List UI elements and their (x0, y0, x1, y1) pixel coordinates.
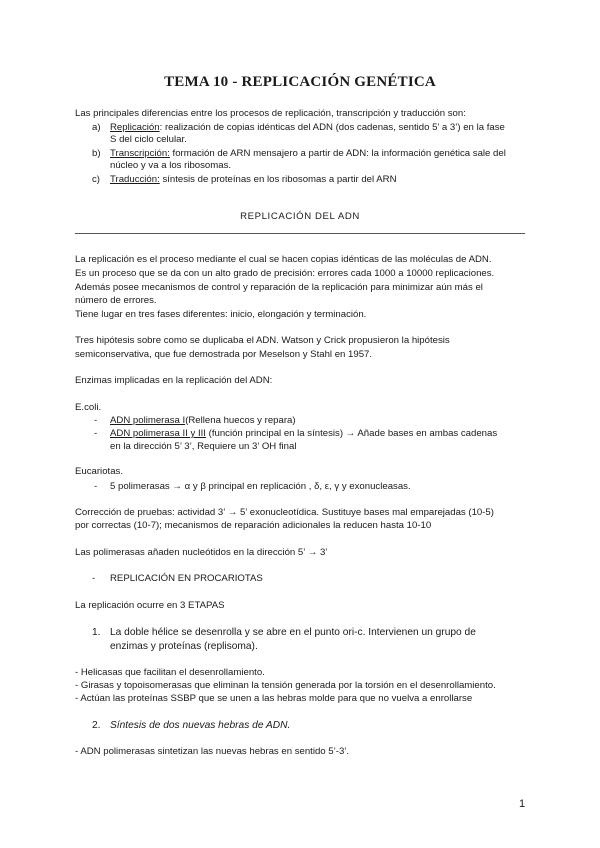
paragraph-line: Las polimerasas añaden nucleótidos en la dirección 5’ → 3’ (75, 547, 328, 558)
paragraph-line: Tres hipótesis sobre como se duplicaba el ADN. Watson y Crick propusieron la hipótesis (75, 335, 450, 346)
step-number: 2. (92, 720, 101, 731)
dash-marker: - (92, 573, 96, 584)
item-text: (Rellena huecos y repara) (185, 415, 296, 426)
page-number: 1 (519, 798, 526, 810)
prok-heading: REPLICACIÓN EN PROCARIOTAS (110, 573, 263, 584)
paragraph-line: Tiene lugar en tres fases diferentes: inicio, elongación y terminación. (75, 309, 367, 320)
step-text-cont: enzimas y proteínas (replisoma). (110, 641, 258, 652)
paragraph-line: Corrección de pruebas: actividad 3’ → 5’ exonucleotídica. Sustituye bases mal emparejadas (10-5) (75, 507, 494, 518)
intro-text: Las principales diferencias entre los procesos de replicación, transcripción y traducción son: (75, 108, 466, 119)
list-item: - ADN polimerasas sintetizan las nuevas hebras en sentido 5’-3’. (75, 746, 350, 757)
paragraph-line: Además posee mecanismos de control y reparación de la replicación para minimizar aún más el (75, 282, 483, 293)
paragraph-line: La replicación ocurre en 3 ETAPAS (75, 600, 225, 611)
step-text: Síntesis de dos nuevas hebras de ADN. (110, 720, 291, 731)
list-marker: c) (92, 174, 100, 185)
list-item: - Girasas y topoisomerasas que eliminan la tensión generada por la torsión en el desenrollamiento. (75, 680, 496, 691)
item-text-cont: en la dirección 5’ 3’, Requiere un 3’ OH final (110, 441, 297, 452)
enzymes-heading: Enzimas implicadas en la replicación del ADN: (75, 375, 273, 386)
dash-marker: - (94, 415, 98, 426)
term-replicacion: Replicación (110, 122, 160, 133)
paragraph-line: La replicación es el proceso mediante el cual se hacen copias idénticas de las moléculas de ADN. (75, 254, 492, 265)
list-marker: a) (92, 122, 101, 133)
item-text: 5 polimerasas → α y β principal en replicación , δ, ε, γ y exonucleasas. (110, 481, 411, 492)
eucariotas-label: Eucariotas. (75, 466, 123, 477)
divider-line (75, 233, 525, 234)
term-adn-pol-2-3: ADN polimerasa II y III (110, 428, 206, 439)
paragraph-line: Es un proceso que se da con un alto grado de precisión: errores cada 1000 a 10000 replicaciones. (75, 268, 495, 279)
item-text: : realización de copias idénticas del ADN (dos cadenas, sentido 5’ a 3’) en la fase (159, 122, 505, 133)
list-item: - Actúan las proteínas SSBP que se unen a las hebras molde para que no vuelva a enrollarse (75, 693, 473, 704)
page-title: TEMA 10 - REPLICACIÓN GENÉTICA (164, 74, 436, 90)
dash-marker: - (94, 481, 98, 492)
ecoli-label: E.coli. (75, 402, 102, 413)
term-traduccion: Traducción: (110, 174, 160, 185)
term-adn-pol-1: ADN polimerasa I (110, 415, 186, 426)
list-item: - Helicasas que facilitan el desenrollamiento. (75, 667, 265, 678)
item-text: formación de ARN mensajero a partir de ADN: la información genética sale del (169, 148, 506, 159)
paragraph-line: semiconservativa, que fue demostrada por Meselson y Stahl en 1957. (75, 349, 373, 360)
term-transcripcion: Transcripción: (110, 148, 170, 159)
list-marker: b) (92, 148, 101, 159)
item-text-cont: S del ciclo celular. (110, 134, 187, 145)
paragraph-line: por correctas (10-7); mecanismos de reparación adicionales la reducen hasta 10-10 (75, 520, 432, 531)
step-number: 1. (92, 627, 101, 638)
item-text-cont: núcleo y va a los ribosomas. (110, 160, 232, 171)
item-text: síntesis de proteínas en los ribosomas a partir del ARN (159, 174, 397, 185)
paragraph-line: número de errores. (75, 295, 157, 306)
step-text: La doble hélice se desenrolla y se abre en el punto ori-c. Intervienen un grupo de (110, 627, 476, 638)
dash-marker: - (94, 428, 98, 439)
item-text: (función principal en la síntesis) → Añade bases en ambas cadenas (205, 428, 498, 439)
section-heading: REPLICACIÓN DEL ADN (240, 211, 360, 222)
